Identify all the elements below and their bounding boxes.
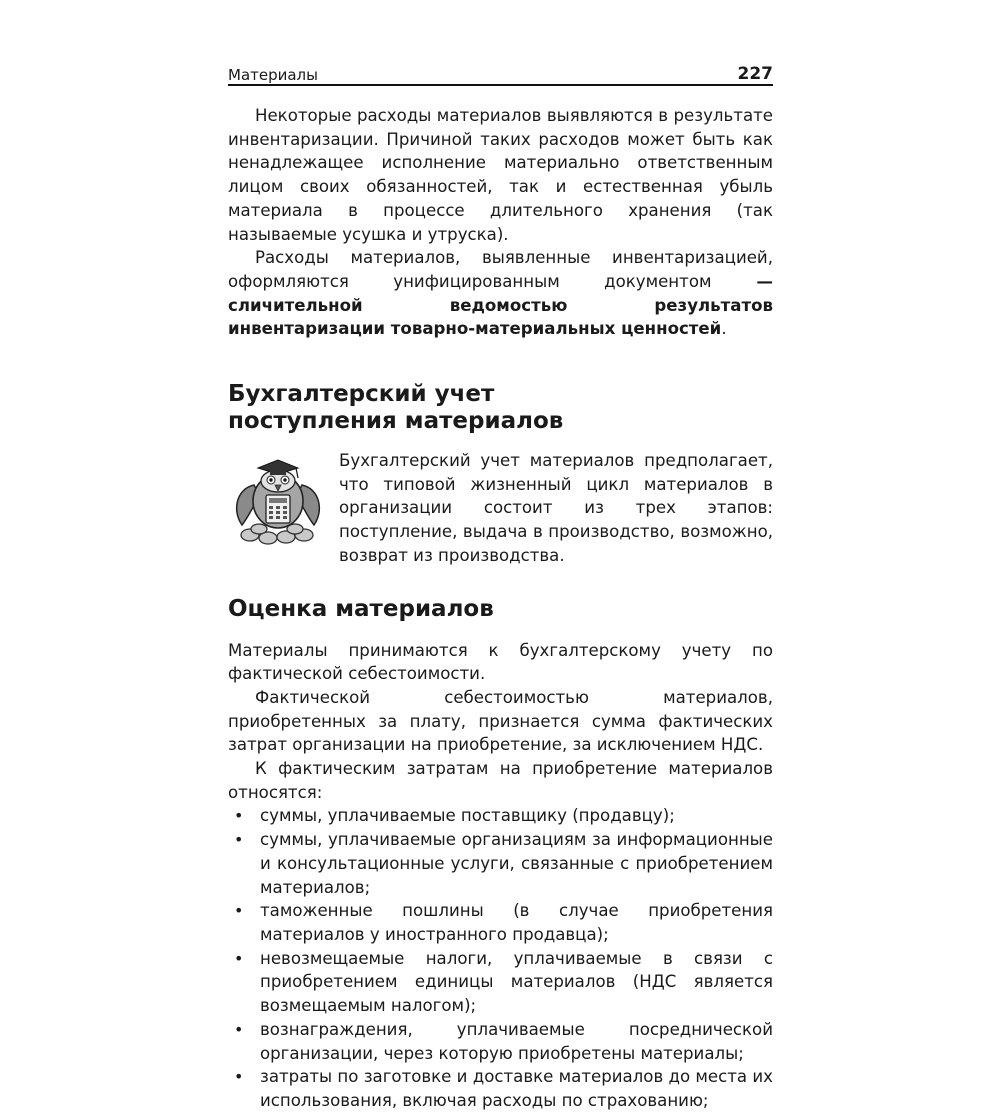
list-item: • вознаграждения, уплачиваемые посреднической организации, через которую приобретены материалы;: [228, 1018, 773, 1065]
paragraph: [228, 246, 773, 341]
paragraph: Материалы принимаются к бухгалтерскому учету по фактической себестоимости.: [228, 640, 773, 684]
page-number: 227: [737, 64, 773, 84]
paragraph: Некоторые расходы материалов выявляются в результате инвентаризации. Причиной таких расходов может быть как ненадлежащее исполнение материально ответственным лицом своих обязанностей, так и естественная убыль материала в процессе длительного хранения (так называемые усушка и утруска).: [228, 106, 773, 244]
list-item: • суммы, уплачиваемые организациям за информационные и консультационные услуги, связанные с приобретением материалов;: [228, 828, 773, 899]
list-item: • затраты по заготовке и доставке материалов до места их использования, включая расходы по страхованию;: [228, 1065, 773, 1112]
running-header: [228, 58, 773, 86]
list-item: • таможенные пошлины (в случае приобретения материалов у иностранного продавца);: [228, 899, 773, 946]
em-dash: —: [711, 271, 773, 291]
section-heading-valuation: Оценка материалов: [228, 595, 494, 622]
paragraph: Фактической себестоимостью материалов, приобретенных за плату, признается сумма фактических затрат организации на приобретение, за исключением НДС.: [228, 687, 773, 755]
text-run: .: [721, 319, 727, 339]
valuation-text: [228, 639, 773, 1113]
intro-text: [228, 104, 773, 341]
list-item: • суммы, уплачиваемые поставщику (продавцу);: [228, 804, 773, 828]
heading-line: поступления материалов: [228, 408, 564, 435]
text-run: Расходы материалов, выявленные инвентаризацией, оформляются унифицированным документом: [228, 248, 773, 291]
bold-term: сличительной ведомостью результатов инвентаризации товарно-материальных ценностей: [228, 295, 773, 339]
book-page: [228, 58, 773, 1113]
paragraph: Бухгалтерский учет материалов предполагает, что типовой жизненный цикл материалов в организации состоит из трех этапов: поступление, выдача в производство, возможно, возврат из производства.: [339, 451, 773, 565]
heading-line: Бухгалтерский учет: [228, 381, 495, 408]
section-title: Материалы: [228, 66, 318, 84]
owl-icon: [228, 449, 328, 549]
section-heading-accounting: [228, 381, 773, 435]
paragraph: К фактическим затратам на приобретение материалов относятся:: [228, 759, 773, 802]
illustrated-paragraph: [228, 449, 773, 568]
cost-list: [228, 804, 773, 1112]
list-item: • невозмещаемые налоги, уплачиваемые в связи с приобретением единицы материалов (НДС является возмещаемым налогом);: [228, 947, 773, 1018]
